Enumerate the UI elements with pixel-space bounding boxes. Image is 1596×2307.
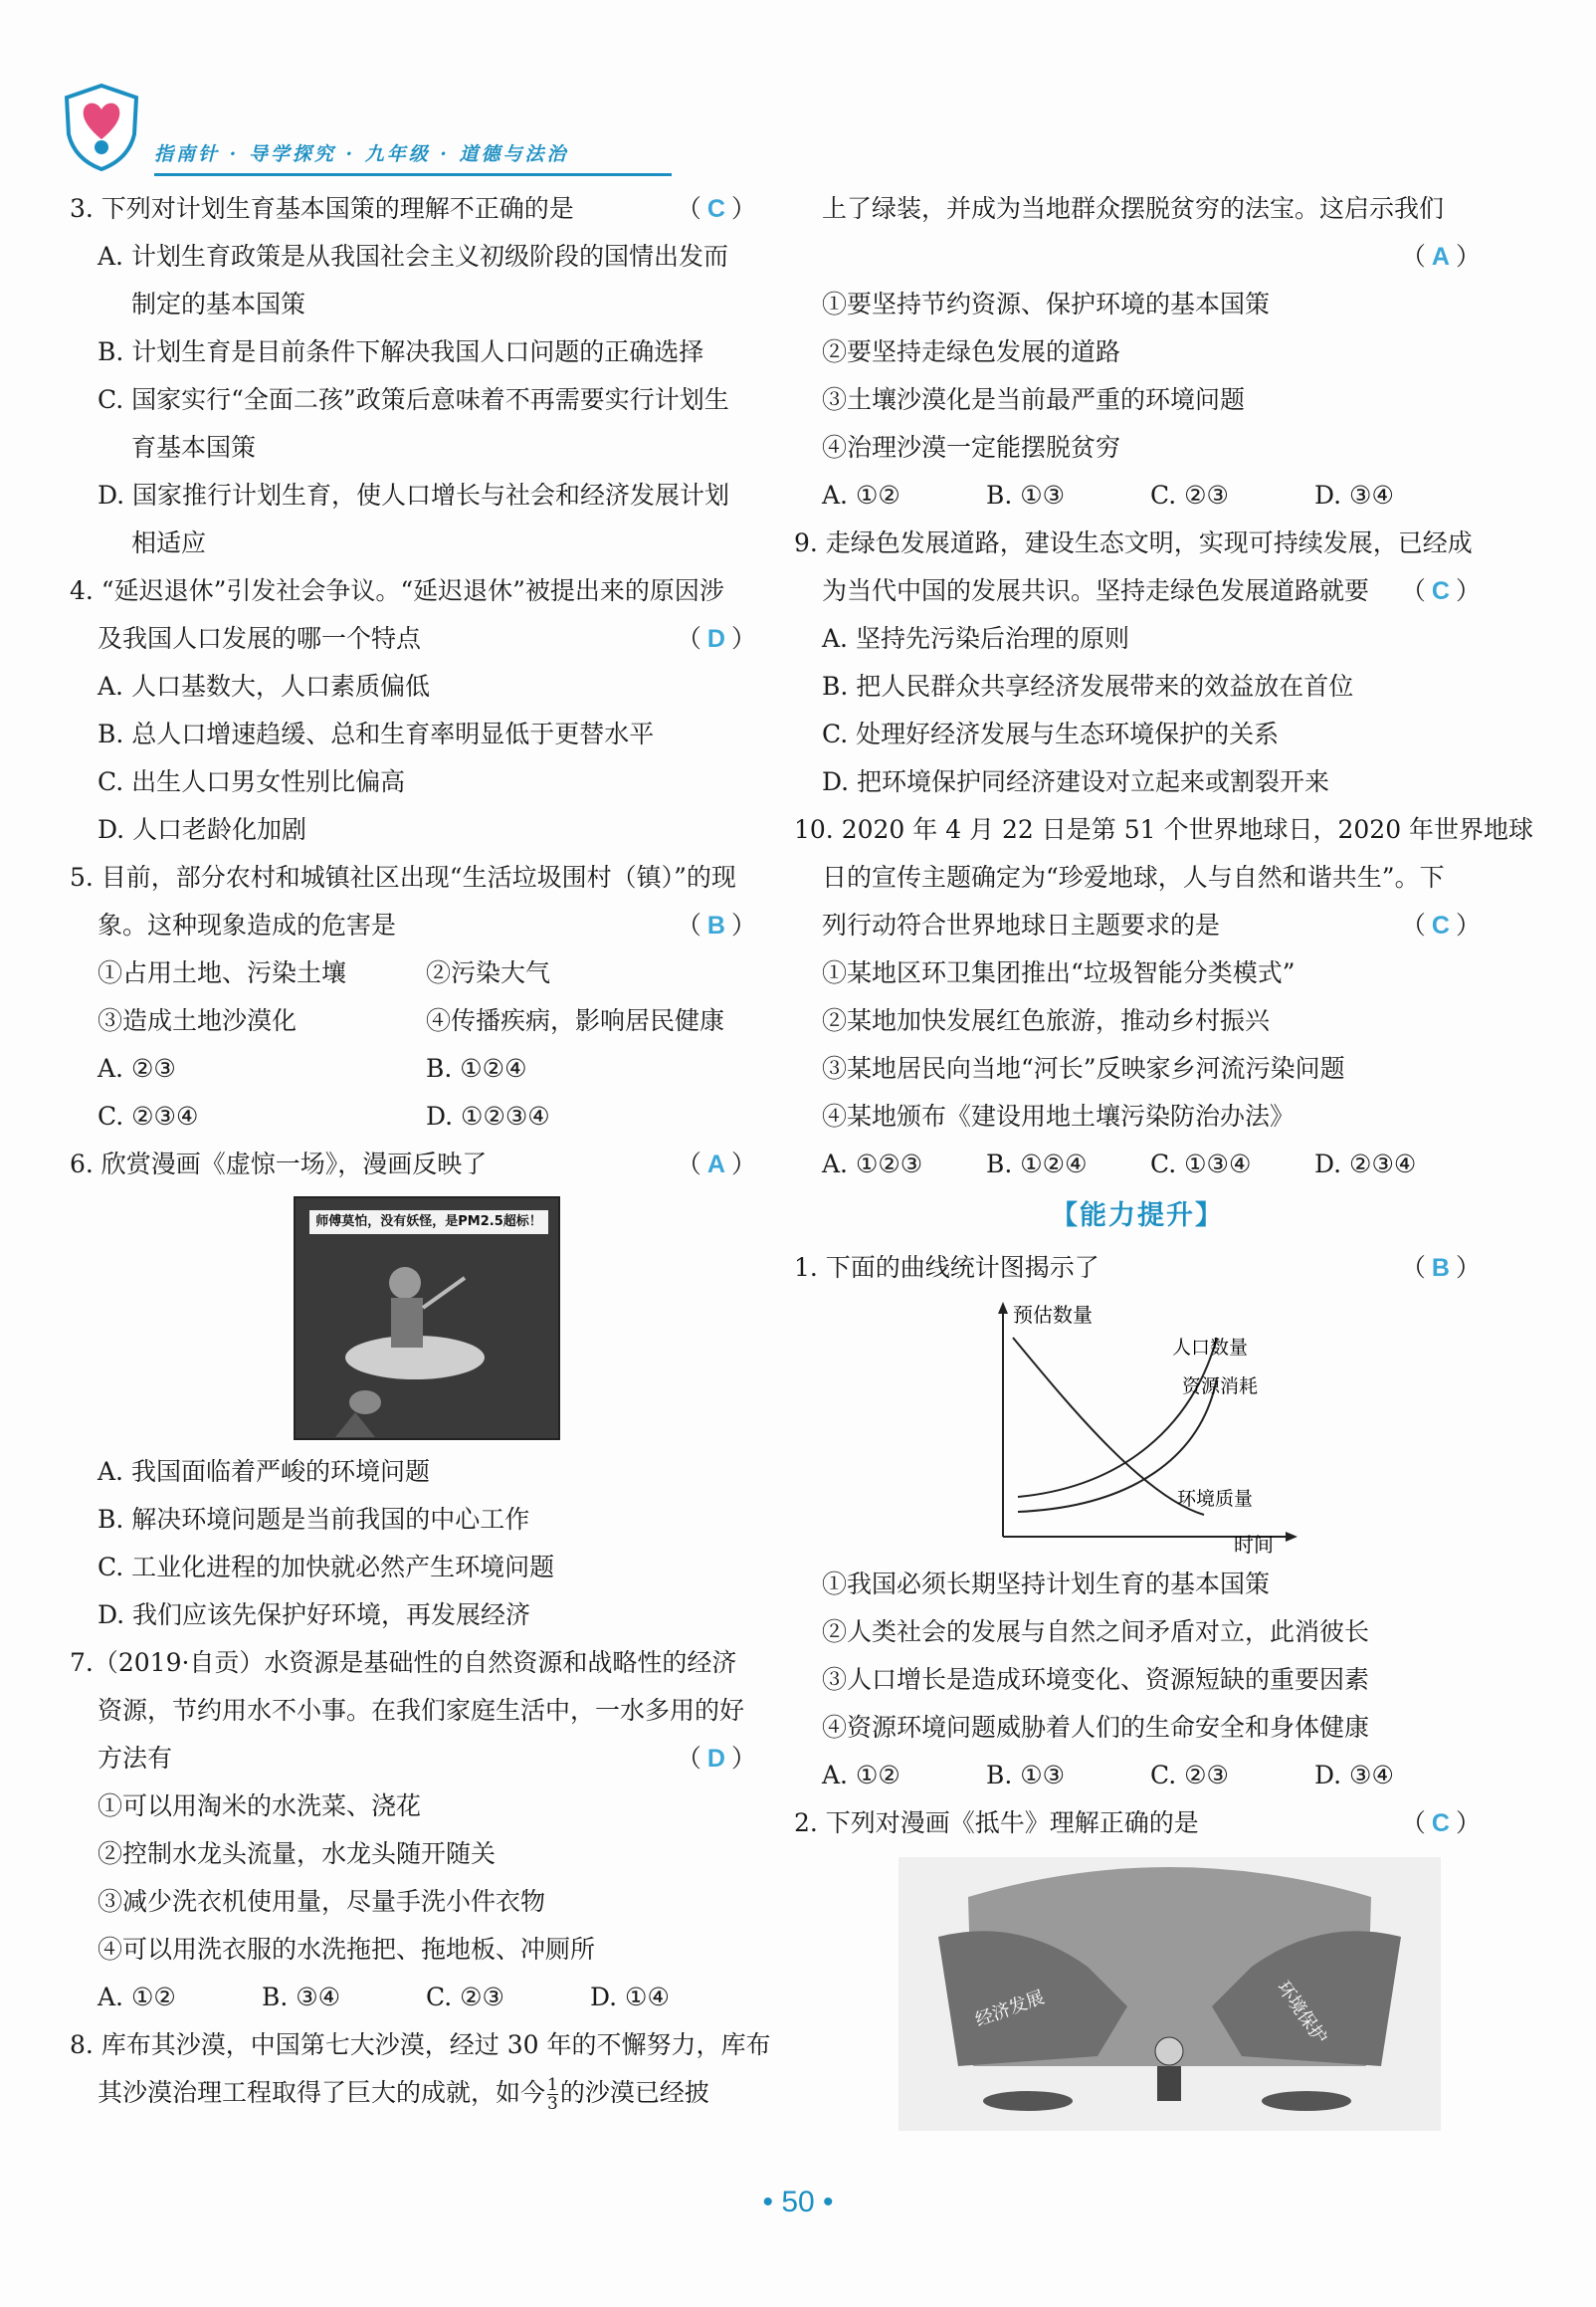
- option-text: D. 人口老龄化加剧: [98, 815, 307, 844]
- question-stem: 6. 欣赏漫画《虚惊一场》，漫画反映了 （ A ）: [70, 1141, 756, 1188]
- question-stem: 日的宣传主题确定为“珍爱地球，人与自然和谐共生”。下: [822, 863, 1445, 892]
- answer-bracket: （ C ）: [1400, 576, 1481, 605]
- x-axis-label: 时间: [1234, 1533, 1274, 1557]
- answer-bracket: （ C ）: [1400, 911, 1481, 940]
- option-row: A. ①② B. ①③ C. ②③ D. ③④: [822, 481, 1394, 510]
- option-text: B. 把人民群众共享经济发展带来的效益放在首位: [822, 672, 1354, 701]
- question-stem: 7.（2019·自贡）水资源是基础性的自然资源和战略性的经济: [70, 1648, 737, 1677]
- cartoon-caption: 师傅莫怕，没有妖怪，是PM2.5超标！: [309, 1210, 548, 1234]
- y-axis-label: 预估数量: [1013, 1303, 1093, 1327]
- item-text: ①要坚持节约资源、保护环境的基本国策: [822, 290, 1271, 318]
- option-text: C. 国家实行“全面二孩”政策后意味着不再需要实行计划生: [98, 385, 729, 414]
- page-number: • 50 •: [762, 2186, 834, 2218]
- question-stem: 8. 库布其沙漠，中国第七大沙漠，经过 30 年的不懈努力，库布: [70, 2030, 771, 2059]
- question-stem: 5. 目前，部分农村和城镇社区出现“生活垃圾围村（镇）”的现: [70, 863, 736, 892]
- answer-bracket: （ A ）: [1400, 242, 1481, 271]
- question-stem: 列行动符合世界地球日主题要求的是 （ C ）: [794, 902, 1481, 949]
- question-stem: 1. 下面的曲线统计图揭示了 （ B ）: [794, 1244, 1481, 1292]
- bull-left-label: 经济发展: [972, 1987, 1048, 2031]
- option-row: A. ①② B. ①③ C. ②③ D. ③④: [822, 1761, 1394, 1789]
- option-text: B. 解决环境问题是当前我国的中心工作: [98, 1505, 530, 1534]
- option-text: A. 坚持先污染后治理的原则: [822, 624, 1129, 653]
- item-row: ③造成土地沙漠化 ④传播疾病，影响居民健康: [98, 1006, 725, 1035]
- question-stem: 10. 2020 年 4 月 22 日是第 51 个世界地球日，2020 年世界地球: [794, 815, 1534, 844]
- answer-bracket: （ D ）: [676, 1744, 756, 1773]
- item-row: ①占用土地、污染土壤 ②污染大气: [98, 958, 551, 987]
- page-header: [55, 70, 612, 184]
- answer-bracket: （ B ）: [676, 911, 756, 940]
- curve-chart: [973, 1298, 1311, 1557]
- question-stem: 方法有 （ D ）: [70, 1735, 756, 1783]
- option-text: A. 我国面临着严峻的环境问题: [98, 1457, 430, 1486]
- option-text: A. 计划生育政策是从我国社会主义初级阶段的国情出发而: [98, 242, 728, 271]
- question-stem: 2. 下列对漫画《抵牛》理解正确的是 （ C ）: [794, 1799, 1481, 1847]
- option-text: D. 国家推行计划生育，使人口增长与社会和经济发展计划: [98, 481, 730, 510]
- answer-bracket: （ C ）: [1400, 1808, 1481, 1837]
- question-stem: 象。这种现象造成的危害是 （ B ）: [70, 902, 756, 949]
- item-text: ②某地加快发展红色旅游，推动乡村振兴: [822, 1006, 1271, 1035]
- option-text: 相适应: [131, 528, 207, 557]
- option-text: D. 我们应该先保护好环境，再发展经济: [98, 1600, 531, 1629]
- question-stem: 资源，节约用水不小事。在我们家庭生活中，一水多用的好: [98, 1696, 745, 1725]
- series-label-population: 人口数量: [1172, 1337, 1249, 1359]
- option-text: A. 人口基数大，人口素质偏低: [98, 672, 430, 701]
- cartoon-false-alarm: [294, 1196, 560, 1440]
- x-axis-arrow: [1286, 1532, 1297, 1542]
- option-row: A. ①② B. ③④ C. ②③ D. ①④: [98, 1983, 670, 2011]
- option-text: 制定的基本国策: [131, 290, 306, 318]
- item-text: ④可以用洗衣服的水洗拖把、拖地板、冲厕所: [98, 1935, 596, 1964]
- series-line-population: [1018, 1338, 1217, 1497]
- option-row: A. ②③ B. ①②④: [98, 1054, 527, 1083]
- item-text: ③减少洗衣机使用量，尽量手洗小件衣物: [98, 1887, 546, 1916]
- item-text: ④某地颁布《建设用地土壤污染防治办法》: [822, 1102, 1296, 1131]
- series-label-resource: 资源消耗: [1182, 1375, 1259, 1397]
- series-line-environment: [1013, 1338, 1204, 1515]
- option-text: C. 处理好经济发展与生态环境保护的关系: [822, 720, 1280, 748]
- header-series-title: 指南针 · 导学探究 · 九年级 · 道德与法治: [154, 143, 569, 165]
- series-label-environment: 环境质量: [1177, 1488, 1254, 1510]
- question-stem: 3. 下列对计划生育基本国策的理解不正确的是 （ C ）: [70, 185, 756, 233]
- chart-svg: [973, 1298, 1311, 1557]
- item-text: ①我国必须长期坚持计划生育的基本国策: [822, 1570, 1271, 1598]
- item-text: ②人类社会的发展与自然之间矛盾对立，此消彼长: [822, 1617, 1370, 1646]
- option-text: 育基本国策: [131, 433, 257, 462]
- item-text: ②要坚持走绿色发展的道路: [822, 337, 1121, 366]
- item-text: ③某地居民向当地“河长”反映家乡河流污染问题: [822, 1054, 1345, 1083]
- option-text: D. 把环境保护同经济建设对立起来或割裂开来: [822, 767, 1330, 796]
- answer-bracket: （ A ）: [676, 1150, 756, 1178]
- answer-bracket: （ D ）: [676, 624, 756, 653]
- fraction: $\frac{1}{3}$: [547, 2075, 558, 2114]
- left-column: [70, 185, 771, 2117]
- item-text: ②控制水龙头流量，水龙头随开随关: [98, 1839, 497, 1868]
- option-text: C. 出生人口男女性别比偏高: [98, 767, 406, 796]
- option-text: B. 计划生育是目前条件下解决我国人口问题的正确选择: [98, 337, 704, 366]
- option-text: B. 总人口增速趋缓、总和生育率明显低于更替水平: [98, 720, 655, 748]
- bull-right-label: 环境保护: [1272, 1977, 1331, 2048]
- bullfight-drawing: [898, 1857, 1441, 2131]
- answer-bracket: （ C ）: [676, 194, 756, 223]
- item-text: ④资源环境问题威胁着人们的生命安全和身体健康: [822, 1713, 1370, 1742]
- item-text: ①某地区环卫集团推出“垃圾智能分类模式”: [822, 958, 1296, 987]
- question-stem: 上了绿装，并成为当地群众摆脱贫穷的法宝。这启示我们: [822, 194, 1445, 223]
- y-axis-arrow: [998, 1302, 1008, 1314]
- option-row: C. ②③④ D. ①②③④: [98, 1102, 550, 1131]
- item-text: ③人口增长是造成环境变化、资源短缺的重要因素: [822, 1665, 1370, 1694]
- shield-logo-icon: [55, 80, 149, 174]
- option-text: C. 工业化进程的加快就必然产生环境问题: [98, 1553, 555, 1581]
- question-stem: 及我国人口发展的哪一个特点 （ D ）: [70, 615, 756, 663]
- answer-bracket: （ B ）: [1400, 1253, 1481, 1282]
- option-row: A. ①②③ B. ①②④ C. ①③④ D. ②③④: [822, 1150, 1417, 1178]
- right-column: [794, 185, 1534, 2131]
- cartoon-bullfight: [898, 1857, 1441, 2131]
- question-stem: 9. 走绿色发展道路，建设生态文明，实现可持续发展，已经成: [794, 528, 1473, 557]
- item-text: ①可以用淘米的水洗菜、浇花: [98, 1791, 422, 1820]
- header-divider: [154, 173, 672, 176]
- question-stem: 4. “延迟退休”引发社会争议。“延迟退休”被提出来的原因涉: [70, 576, 724, 605]
- cartoon-drawing: [296, 1198, 558, 1438]
- answer-line: [794, 233, 1481, 281]
- section-title: 【能力提升】: [1051, 1200, 1224, 1231]
- item-text: ④治理沙漠一定能摆脱贫穷: [822, 433, 1121, 462]
- question-stem: 其沙漠治理工程取得了巨大的成就，如今 $\frac{1}{3}$ 的沙漠已经披: [98, 2075, 709, 2114]
- question-stem: 为当代中国的发展共识。坚持走绿色发展道路就要 （ C ）: [794, 567, 1481, 615]
- item-text: ③土壤沙漠化是当前最严重的环境问题: [822, 385, 1246, 414]
